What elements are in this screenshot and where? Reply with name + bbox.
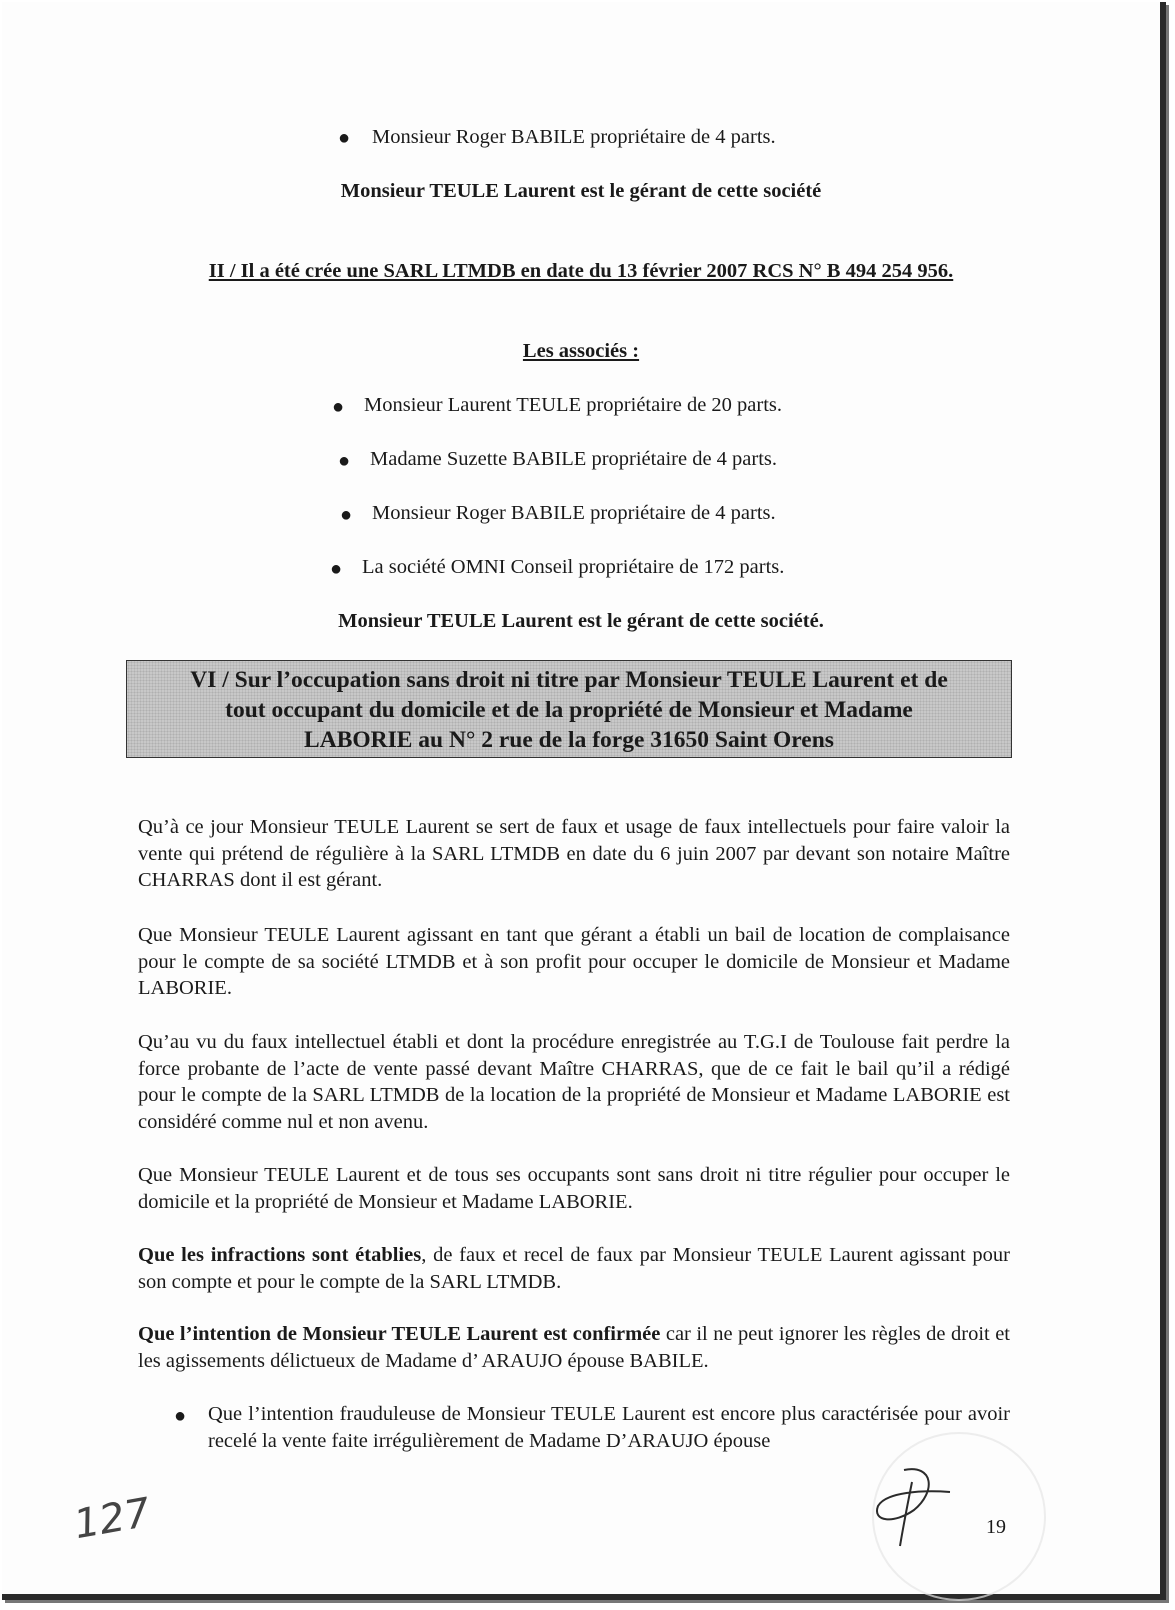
associates-heading: Les associés : [522, 340, 640, 362]
bullet-icon: ● [332, 396, 345, 418]
paragraph [138, 1242, 1010, 1295]
associate-item: Madame Suzette BABILE propriétaire de 4 parts. [370, 448, 778, 470]
section-heading-line: VI / Sur l’occupation sans droit ni titre par Monsieur TEULE Laurent et de [190, 667, 948, 693]
bullet-icon: ● [340, 504, 353, 526]
bullet-icon: ● [174, 1405, 187, 1427]
bullet-icon: ● [338, 127, 351, 149]
paragraph-text [138, 1321, 1010, 1374]
paragraph [138, 814, 1010, 894]
paragraph [138, 1029, 1010, 1135]
paragraph-bold-lead: Que les infractions sont établies [138, 1244, 422, 1266]
paragraph-text: Qu’à ce jour Monsieur TEULE Laurent se sert de faux et usage de faux intellectuels pour faire valoir la vente qui prétend de régulière à la SARL LTMDB en date du 6 juin 2007 par devant son notaire Maître CHARRAS dont il est gérant. [138, 816, 1010, 891]
paragraph-text: Que Monsieur TEULE Laurent agissant en tant que gérant a établi un bail de location de complaisance pour le compte de sa société LTMDB et à son profit pour occuper le domicile de Monsieur et Madame LABORIE. [138, 924, 1010, 999]
handwritten-number: 127 [70, 1489, 154, 1549]
paragraph-text [138, 1242, 1010, 1295]
paragraph-text: Que Monsieur TEULE Laurent et de tous ses occupants sont sans droit ni titre régulier pour occuper le domicile et la propriété de Monsieur et Madame LABORIE. [138, 1164, 1010, 1213]
top-list-item: Monsieur Roger BABILE propriétaire de 4 parts. [372, 126, 776, 148]
section-heading-line: LABORIE au N° 2 rue de la forge 31650 Saint Orens [304, 727, 834, 753]
bulleted-paragraph [208, 1401, 1010, 1454]
manager-line-1: Monsieur TEULE Laurent est le gérant de cette société [340, 180, 822, 202]
manager-line-2: Monsieur TEULE Laurent est le gérant de cette société. [338, 610, 824, 632]
section-heading-2: II / Il a été crée une SARL LTMDB en date du 13 février 2007 RCS N° B 494 254 956. [208, 260, 954, 282]
paragraph [138, 1321, 1010, 1374]
paragraph [138, 1162, 1010, 1215]
paragraph [138, 922, 1010, 1002]
associate-item: Monsieur Roger BABILE propriétaire de 4 parts. [372, 502, 776, 524]
associate-item: La société OMNI Conseil propriétaire de 172 parts. [362, 556, 785, 578]
page-number: 19 [986, 1516, 1006, 1538]
bullet-icon: ● [330, 558, 343, 580]
paragraph-rest: car il ne peut ignorer les règles de droit et les agissements délictueux de Madame d’ ARAUJO épouse BABILE. [138, 1323, 1010, 1372]
paragraph-rest: , de faux et recel de faux par Monsieur TEULE Laurent agissant pour son compte et pour le compte de la SARL LTMDB. [138, 1244, 1010, 1293]
associate-item: Monsieur Laurent TEULE propriétaire de 20 parts. [364, 394, 783, 416]
paragraph-text: Qu’au vu du faux intellectuel établi et dont la procédure enregistrée au T.G.I de Toulouse fait perdre la force probante de l’acte de vente passé devant Maître CHARRAS, que de ce fait le bail qu’il a rédigé pour le compte de la SARL LTMDB de la location de la propriété de Monsieur et Madame LABORIE est considéré comme nul et non avenu. [138, 1031, 1010, 1133]
bullet-icon: ● [338, 450, 351, 472]
section-heading-box [126, 660, 1012, 758]
paragraph-bold-lead: Que l’intention de Monsieur TEULE Laurent est confirmée [138, 1323, 661, 1345]
paragraph-text: Que l’intention frauduleuse de Monsieur TEULE Laurent est encore plus caractérisée pour avoir recelé la vente faite irrégulièrement de Madame D’ARAUJO épouse [208, 1403, 1010, 1452]
section-heading-line: tout occupant du domicile et de la propriété de Monsieur et Madame [225, 697, 913, 723]
document-page [2, 2, 1166, 1600]
signature-icon [864, 1462, 974, 1552]
